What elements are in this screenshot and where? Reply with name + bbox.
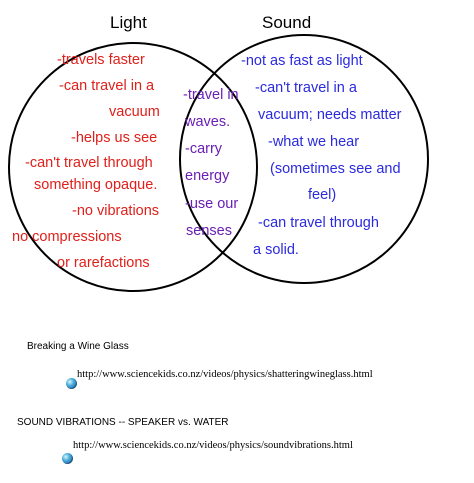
both-item: senses [186,223,232,239]
both-item: -carry [185,141,223,157]
both-item: -use our [185,196,239,212]
sound-title: Sound [262,13,312,32]
sound-item: vacuum; needs matter [258,107,402,123]
both-item: waves. [185,114,231,130]
light-item: something opaque. [34,177,158,193]
globe-icon [66,378,77,389]
light-item: -travels faster [57,52,145,68]
globe-icon [62,453,73,464]
video-link[interactable]: http://www.sciencekids.co.nz/videos/physics/soundvibrations.html [73,440,353,451]
light-item: vacuum [109,104,160,120]
video-caption: SOUND VIBRATIONS -- SPEAKER vs. WATER [17,417,229,428]
light-item: no compressions [12,229,122,245]
sound-item: -what we hear [268,134,360,150]
light-item: -can travel in a [59,78,155,94]
sound-item: -can travel through [258,215,379,231]
sound-circle [180,35,428,283]
light-item: -helps us see [71,130,158,146]
light-item: -no vibrations [72,203,160,219]
both-item: -travel in [183,87,239,103]
sound-item: (sometimes see and [270,161,401,177]
light-title: Light [110,13,147,32]
sound-item: -can't travel in a [255,80,357,96]
video-caption: Breaking a Wine Glass [27,341,129,352]
light-item: -can't travel through [25,155,153,171]
sound-item: -not as fast as light [241,53,363,69]
both-item: energy [185,168,230,184]
sound-item: feel) [308,187,337,203]
sound-item: a solid. [253,242,299,258]
light-item: or rarefactions [57,255,150,271]
video-link[interactable]: http://www.sciencekids.co.nz/videos/physics/shatteringwineglass.html [77,369,373,380]
